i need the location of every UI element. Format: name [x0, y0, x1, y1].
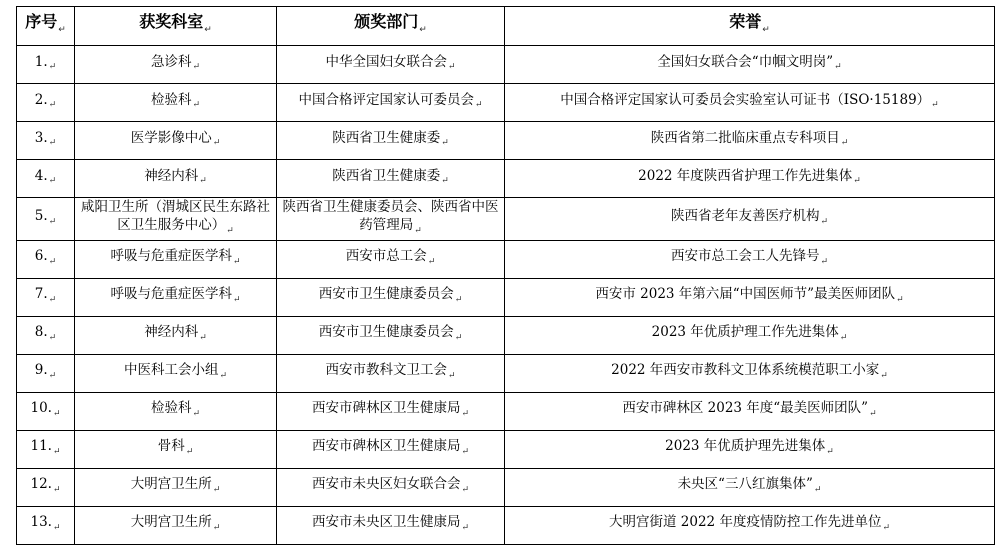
table-row — [17, 84, 995, 122]
cell-dept: 呼吸与危重症医学科$_↵$ — [75, 278, 277, 316]
cell-seq: $13._↵$ — [17, 506, 75, 544]
cell-issuer: 西安市未央区妇女联合会$_↵$ — [277, 468, 505, 506]
table-row — [17, 430, 995, 468]
paragraph-mark-icon: ↵ — [212, 523, 221, 534]
cell-dept: 呼吸与危重症医学科$_↵$ — [75, 240, 277, 278]
cell-seq: $5._↵$ — [17, 198, 75, 241]
paragraph-mark-icon: ↵ — [48, 295, 57, 306]
cell-issuer: 陕西省卫生健康委$_↵$ — [277, 122, 505, 160]
paragraph-mark-icon: ↵ — [882, 523, 890, 534]
header-seq: 序号$_↵$ — [17, 7, 75, 46]
paragraph-mark-icon: ↵ — [232, 295, 241, 306]
paragraph-mark-icon: ↵ — [834, 62, 842, 73]
table-row — [17, 392, 995, 430]
cell-honor: 陕西省第二批临床重点专科项目$_↵$ — [505, 122, 995, 160]
cell-honor: 西安市 2023 年第六届“中国医师节”最美医师团队$_↵$ — [505, 278, 995, 316]
paragraph-mark-icon: ↵ — [52, 485, 61, 496]
cell-issuer: 西安市卫生健康委员会$_↵$ — [277, 278, 505, 316]
cell-issuer: 西安市总工会$_↵$ — [277, 240, 505, 278]
paragraph-mark-icon: ↵ — [58, 24, 66, 35]
paragraph-mark-icon: ↵ — [820, 216, 829, 227]
paragraph-mark-icon: ↵ — [414, 225, 422, 236]
cell-honor: 2022 年西安市教科文卫体系统模范职工小家$_↵$ — [505, 354, 995, 392]
paragraph-mark-icon: ↵ — [461, 409, 470, 420]
cell-honor: 2022 年度陕西省护理工作先进集体$_↵$ — [505, 160, 995, 198]
cell-dept: 检验科$_↵$ — [75, 84, 277, 122]
table-row — [17, 354, 995, 392]
cell-dept: 大明宫卫生所$_↵$ — [75, 506, 277, 544]
cell-issuer: 陕西省卫生健康委员会、陕西省中医药管理局$_↵$ — [277, 198, 505, 241]
paragraph-mark-icon: ↵ — [199, 176, 207, 187]
paragraph-mark-icon: ↵ — [474, 100, 483, 111]
cell-honor: 中国合格评定国家认可委员会实验室认可证书$(ISO\cdot 15189)_↵$ — [505, 84, 995, 122]
paragraph-mark-icon: ↵ — [447, 62, 456, 73]
cell-dept: 骨科$_↵$ — [75, 430, 277, 468]
paragraph-mark-icon: ↵ — [461, 523, 470, 534]
cell-seq: $9._↵$ — [17, 354, 75, 392]
paragraph-mark-icon: ↵ — [880, 371, 888, 382]
table-row — [17, 468, 995, 506]
paragraph-mark-icon: ↵ — [826, 447, 834, 458]
paragraph-mark-icon: ↵ — [232, 257, 241, 268]
paragraph-mark-icon: ↵ — [212, 485, 221, 496]
cell-honor: 西安市碑林区 2023 年度“最美医师团队$”_↵$ — [505, 392, 995, 430]
paragraph-mark-icon: ↵ — [869, 409, 877, 420]
table-row — [17, 278, 995, 316]
paragraph-mark-icon: ↵ — [48, 138, 57, 149]
paragraph-mark-icon: ↵ — [199, 333, 207, 344]
paragraph-mark-icon: ↵ — [839, 333, 848, 344]
cell-issuer: 西安市卫生健康委员会$_↵$ — [277, 316, 505, 354]
cell-dept: 医学影像中心$_↵$ — [75, 122, 277, 160]
table-row — [17, 122, 995, 160]
paragraph-mark-icon: ↵ — [441, 138, 449, 149]
cell-issuer: 中国合格评定国家认可委员会$_↵$ — [277, 84, 505, 122]
cell-seq: $1._↵$ — [17, 46, 75, 84]
cell-honor: 陕西省老年友善医疗机构$_↵$ — [505, 198, 995, 241]
paragraph-mark-icon: ↵ — [48, 371, 57, 382]
paragraph-mark-icon: ↵ — [204, 24, 212, 35]
paragraph-mark-icon: ↵ — [192, 409, 201, 420]
paragraph-mark-icon: ↵ — [48, 257, 57, 268]
header-honor: 荣誉$_↵$ — [505, 7, 995, 46]
table-row — [17, 198, 995, 241]
paragraph-mark-icon: ↵ — [840, 138, 849, 149]
paragraph-mark-icon: ↵ — [461, 485, 470, 496]
paragraph-mark-icon: ↵ — [762, 24, 770, 35]
cell-issuer: 中华全国妇女联合会$_↵$ — [277, 46, 505, 84]
paragraph-mark-icon: ↵ — [461, 447, 470, 458]
cell-dept: 急诊科$_↵$ — [75, 46, 277, 84]
paragraph-mark-icon: ↵ — [896, 295, 904, 306]
paragraph-mark-icon: ↵ — [52, 409, 61, 420]
paragraph-mark-icon: ↵ — [48, 333, 57, 344]
paragraph-mark-icon: ↵ — [441, 176, 449, 187]
cell-issuer: 西安市教科文卫工会$_↵$ — [277, 354, 505, 392]
cell-honor: 大明宫街道 2022 年度疫情防控工作先进单位$_↵$ — [505, 506, 995, 544]
cell-honor: 2023 年优质护理工作先进集体$_↵$ — [505, 316, 995, 354]
table-body — [17, 46, 995, 545]
paragraph-mark-icon: ↵ — [52, 523, 61, 534]
paragraph-mark-icon: ↵ — [192, 62, 201, 73]
cell-issuer: 西安市未央区卫生健康局$_↵$ — [277, 506, 505, 544]
cell-seq: $11._↵$ — [17, 430, 75, 468]
table-header-row — [17, 7, 995, 46]
cell-honor: 西安市总工会工人先锋号$_↵$ — [505, 240, 995, 278]
cell-seq: $8._↵$ — [17, 316, 75, 354]
cell-dept: 中医科工会小组$_↵$ — [75, 354, 277, 392]
paragraph-mark-icon: ↵ — [185, 447, 194, 458]
paragraph-mark-icon: ↵ — [931, 100, 939, 111]
cell-dept: 神经内科$_↵$ — [75, 160, 277, 198]
paragraph-mark-icon: ↵ — [52, 447, 61, 458]
paragraph-mark-icon: ↵ — [226, 225, 234, 236]
cell-dept: 神经内科$_↵$ — [75, 316, 277, 354]
header-issuer: 颁奖部门$_↵$ — [277, 7, 505, 46]
paragraph-mark-icon: ↵ — [447, 371, 456, 382]
cell-issuer: 西安市碑林区卫生健康局$_↵$ — [277, 430, 505, 468]
cell-issuer: 陕西省卫生健康委$_↵$ — [277, 160, 505, 198]
table-row — [17, 160, 995, 198]
cell-honor: 未央区“三八红旗集体$”_↵$ — [505, 468, 995, 506]
cell-seq: $10._↵$ — [17, 392, 75, 430]
cell-seq: $6._↵$ — [17, 240, 75, 278]
paragraph-mark-icon: ↵ — [454, 333, 463, 344]
cell-honor: 全国妇女联合会“巾帼文明岗$”_↵$ — [505, 46, 995, 84]
paragraph-mark-icon: ↵ — [48, 62, 57, 73]
awards-table — [16, 6, 995, 545]
cell-seq: $3._↵$ — [17, 122, 75, 160]
table-row — [17, 316, 995, 354]
cell-seq: $7._↵$ — [17, 278, 75, 316]
cell-dept: 咸阳卫生所（渭城区民生东路社区卫生服务中心）$_↵$ — [75, 198, 277, 241]
header-dept: 获奖科室$_↵$ — [75, 7, 277, 46]
paragraph-mark-icon: ↵ — [454, 295, 463, 306]
cell-dept: 大明宫卫生所$_↵$ — [75, 468, 277, 506]
cell-seq: $4._↵$ — [17, 160, 75, 198]
paragraph-mark-icon: ↵ — [48, 176, 57, 187]
paragraph-mark-icon: ↵ — [427, 257, 436, 268]
paragraph-mark-icon: ↵ — [820, 257, 829, 268]
cell-issuer: 西安市碑林区卫生健康局$_↵$ — [277, 392, 505, 430]
paragraph-mark-icon: ↵ — [48, 216, 57, 227]
table-row — [17, 240, 995, 278]
cell-honor: 2023 年优质护理先进集体$_↵$ — [505, 430, 995, 468]
table-row — [17, 506, 995, 544]
paragraph-mark-icon: ↵ — [48, 100, 57, 111]
paragraph-mark-icon: ↵ — [212, 138, 221, 149]
paragraph-mark-icon: ↵ — [813, 485, 822, 496]
cell-dept: 检验科$_↵$ — [75, 392, 277, 430]
table-row — [17, 46, 995, 84]
paragraph-mark-icon: ↵ — [219, 371, 228, 382]
cell-seq: $12._↵$ — [17, 468, 75, 506]
paragraph-mark-icon: ↵ — [419, 24, 427, 35]
paragraph-mark-icon: ↵ — [192, 100, 201, 111]
cell-seq: $2._↵$ — [17, 84, 75, 122]
paragraph-mark-icon: ↵ — [853, 176, 861, 187]
